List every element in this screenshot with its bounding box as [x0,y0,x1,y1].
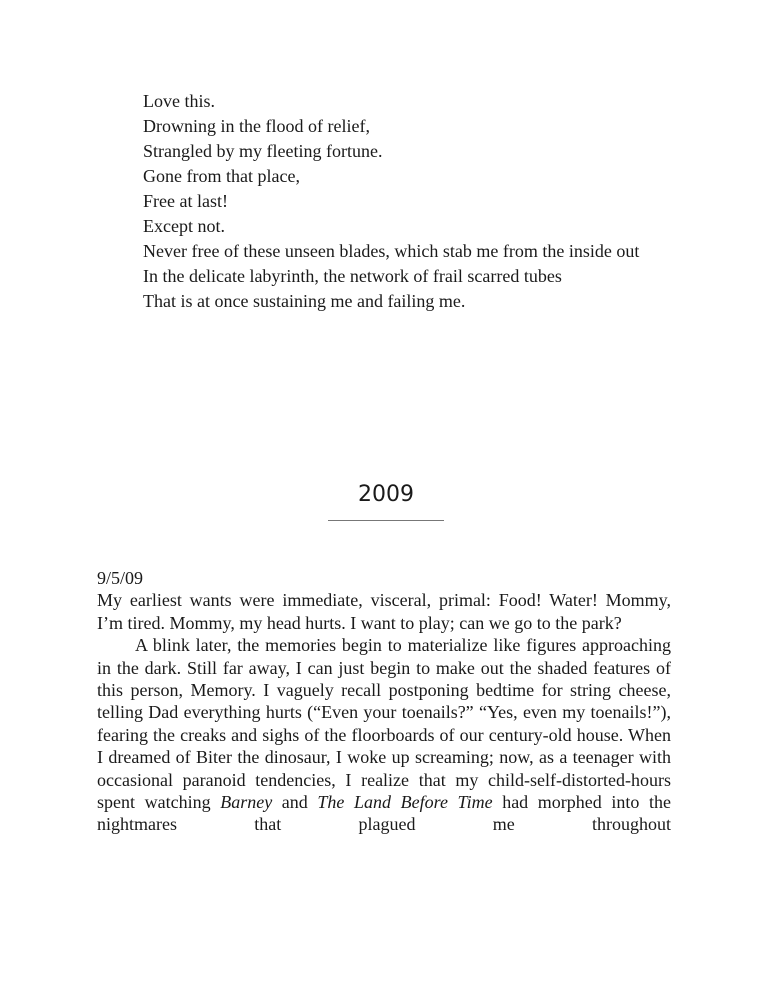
heading-divider [328,520,444,521]
title-barney: Barney [220,792,273,813]
poem-line: Except not. [143,216,225,236]
section-year-heading: 2009 [358,482,414,507]
poem-line: Strangled by my fleeting fortune. [143,141,383,161]
paragraph-text: had morphed into the nightmares that plagued me throughout [97,792,671,835]
poem-line: In the delicate labyrinth, the network of frail scarred tubes [143,266,562,286]
entry-date: 9/5/09 [97,568,144,588]
poem-line: Free at last! [143,191,228,211]
poem-line: Gone from that place, [143,166,300,186]
poem-line: Drowning in the flood of relief, [143,116,370,136]
title-land-before-time: The Land Before Time [317,792,493,813]
journal-entry [97,567,671,836]
entry-paragraph: My earliest wants were immediate, visceral, primal: Food! Water! Mommy, I’m tired. Mommy, my head hurts. I want to play; can we go to the park? [97,590,671,633]
poem [143,89,663,314]
entry-paragraph [97,634,671,836]
poem-line: That is at once sustaining me and failing me. [143,291,466,311]
poem-line: Never free of these unseen blades, which stab me from the inside out [143,241,640,261]
paragraph-text: and [272,792,318,813]
poem-line: Love this. [143,91,215,111]
paragraph-text: A blink later, the memories begin to materialize like figures approaching in the dark. Still far away, I can just begin to make out the shaded features of this person, Memory. I vaguely recall postponing bedtime for string cheese, telling Dad everything hurts (“Even your toenails?” “Yes, even my toenails!”), fearing the creaks and sighs of the floorboards of our century-old house. When I dreamed of Biter the dinosaur, I woke up screaming; now, as a teenager with occasional paranoid tendencies, I realize that my child-self-distorted-hours spent watching [97,635,671,813]
